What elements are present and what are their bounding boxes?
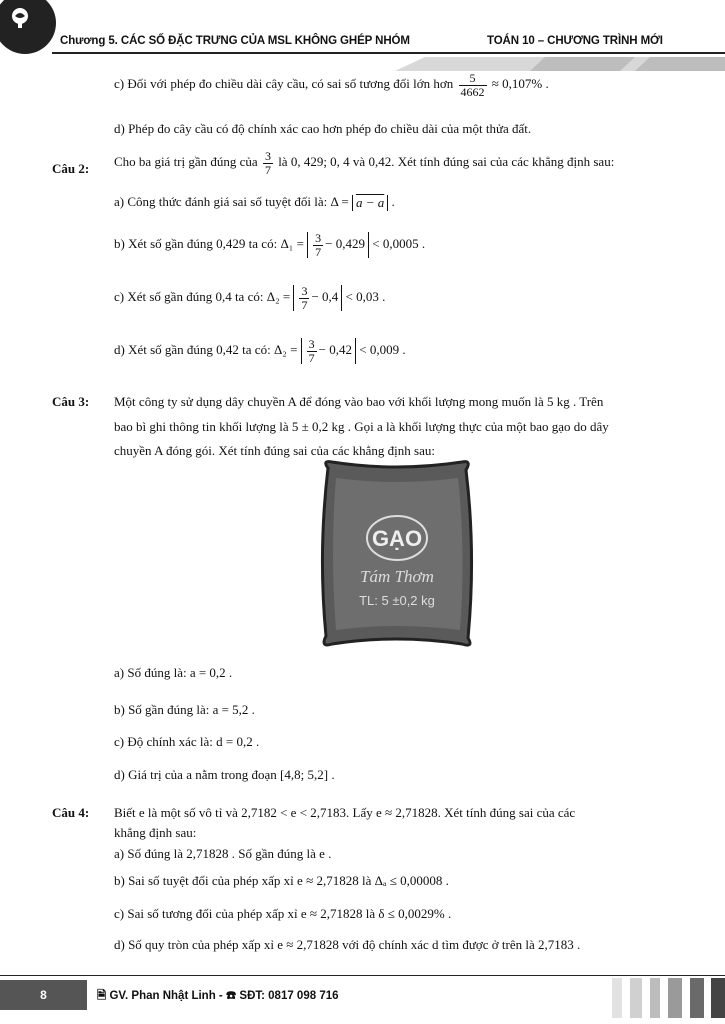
fraction: $\frac{3}{7}$	[264, 149, 271, 177]
fraction: $\frac{5}{4662}$	[460, 71, 485, 99]
q2-intro: Cho ba giá trị gần đúng của $\frac{3}{7}$ là 0, 429; 0, 4 và 0,42. Xét tính đúng sai của các khẳng định sau:	[114, 149, 615, 177]
header-divider	[52, 52, 725, 54]
author-credit: 🗎 GV. Phan Nhật Linh - ☎ SĐT: 0817 098 716	[97, 990, 339, 1002]
footer-stripes-decoration	[612, 978, 725, 1018]
q4-item-c: c) Sai số tương đối của phép xấp xỉ e ≈ 2,71828 là δ ≤ 0,0029% .	[114, 906, 452, 921]
question-4-label: Câu 4:	[52, 805, 90, 820]
q2-item-b: b) Xét số gần đúng 0,429 ta có: Δ₁ = $\frac{3}{7}$ − 0,429 < 0,0005 .	[114, 231, 426, 259]
q4-item-a: a) Số đúng là 2,71828 . Số gần đúng là e .	[114, 846, 332, 861]
logo	[0, 0, 56, 54]
document-icon: 🗎	[97, 990, 107, 1002]
q3-line-1: Một công ty sử dụng dây chuyền A để đóng vào bao với khối lượng mong muốn là 5 kg . Trên	[114, 394, 604, 409]
question-2-label: Câu 2:	[52, 161, 90, 176]
q3-line-3: chuyền A đóng gói. Xét tính đúng sai của các khẳng định sau:	[114, 443, 435, 458]
rice-bag-image	[316, 458, 478, 650]
q4-line-1: Biết e là một số vô tỉ và 2,7182 < e < 2,7183. Lấy e ≈ 2,71828. Xét tính đúng sai của các	[114, 805, 576, 820]
bag-weight: TL: 5 ±0,2 kg	[359, 593, 435, 608]
q2-item-d: d) Xét số gần đúng 0,42 ta có: Δ₂ = $\frac{3}{7}$ − 0,42 < 0,009 .	[114, 337, 406, 365]
bag-brand: GẠO	[371, 526, 423, 551]
q4-item-b: b) Sai số tuyệt đối của phép xấp xỉ e ≈ 2,71828 là Δₐ ≤ 0,00008 .	[114, 873, 449, 888]
chapter-title: Chương 5. CÁC SỐ ĐẶC TRƯNG CỦA MSL KHÔNG GHÉP NHÓM	[60, 35, 410, 47]
brain-logo-icon	[8, 6, 32, 30]
header-stripes-decoration	[395, 57, 725, 71]
q2-item-c: c) Xét số gần đúng 0,4 ta có: Δ₂ = $\frac{3}{7}$ − 0,4 < 0,03 .	[114, 284, 386, 312]
q3-item-a: a) Số đúng là: a = 0,2 .	[114, 665, 233, 680]
page-number: 8	[0, 980, 87, 1010]
question-3-label: Câu 3:	[52, 394, 90, 409]
footer-divider	[0, 975, 725, 976]
q3-item-b: b) Số gần đúng là: a = 5,2 .	[114, 702, 255, 717]
course-title: TOÁN 10 – CHƯƠNG TRÌNH MỚI	[487, 35, 663, 47]
q1-item-c: c) Đối với phép đo chiều dài cây cầu, có sai số tương đối lớn hơn $\frac{5}{4662}$ ≈ 0,107% .	[114, 71, 549, 99]
q3-line-2: bao bì ghi thông tin khối lượng là 5 ± 0,2 kg . Gọi a là khối lượng thực của một bao gạo do dây	[114, 419, 609, 434]
q3-item-d: d) Giá trị của a nằm trong đoạn [4,8; 5,2] .	[114, 767, 335, 782]
q4-item-d: d) Số quy tròn của phép xấp xỉ e ≈ 2,71828 với độ chính xác d tìm được ở trên là 2,7183 .	[114, 937, 581, 952]
q3-item-c: c) Độ chính xác là: d = 0,2 .	[114, 734, 260, 749]
bag-product-name: Tám Thơm	[360, 567, 434, 586]
q2-item-a: a) Công thức đánh giá sai số tuyệt đối là: Δ = a − a .	[114, 194, 395, 211]
q4-line-2: khẳng định sau:	[114, 825, 197, 840]
q1-item-d: d) Phép đo cây cầu có độ chính xác cao hơn phép đo chiều dài của một thửa đất.	[114, 121, 532, 136]
